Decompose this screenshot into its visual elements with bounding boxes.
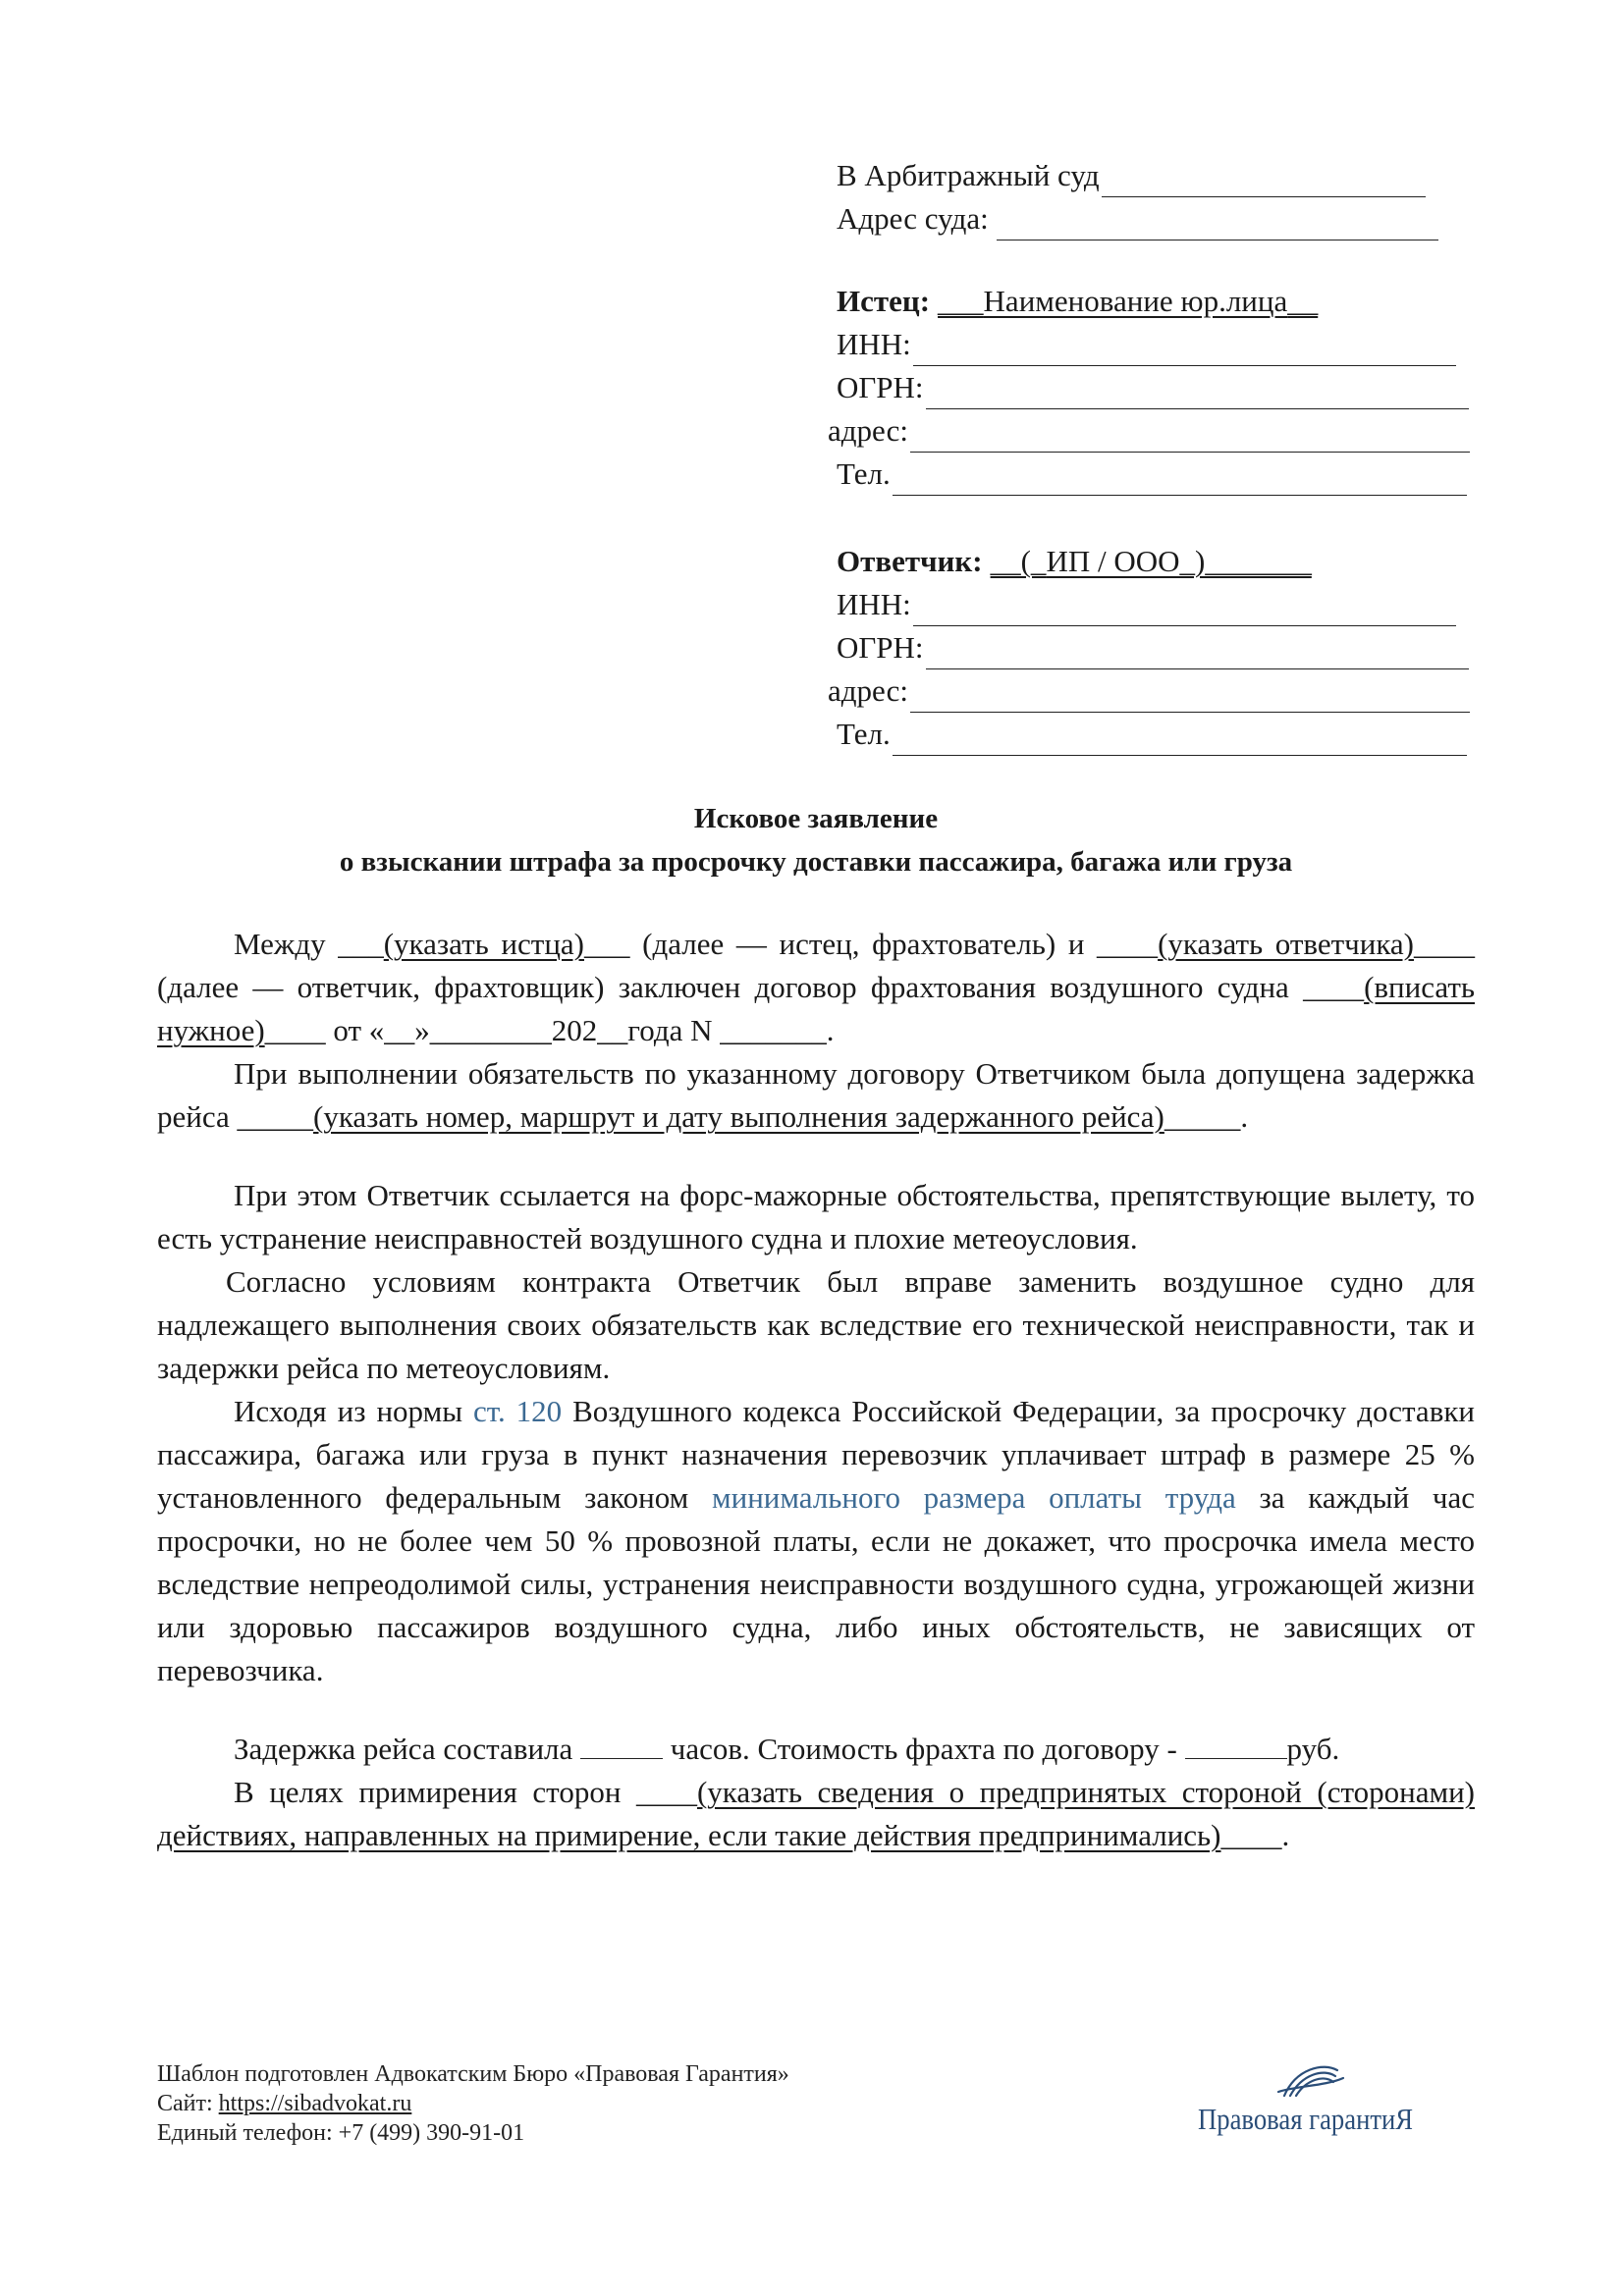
defendant-ogrn-label: ОГРН: [837, 630, 924, 665]
paragraph-settlement: В целях примирения сторон ____(указать сведения о предпринятых стороной (сторонами) действиях, направленных на примирение, если такие действия предпринимались)____. [157, 1775, 1475, 1852]
document-title [157, 797, 1475, 883]
article-120-link[interactable]: ст. 120 [472, 1394, 563, 1428]
plaintiff-phone-line [837, 453, 1475, 496]
plaintiff-ogrn-line [837, 366, 1475, 409]
defendant-inn-line [837, 583, 1475, 626]
plaintiff-placeholder: (указать истца) [383, 927, 584, 961]
court-address-fill [997, 210, 1438, 240]
plaintiff-address-fill [910, 422, 1470, 453]
defendant-inn-label: ИНН: [837, 587, 911, 621]
document-body [157, 923, 1475, 1857]
footer [157, 2059, 789, 2148]
plaintiff-name: ___Наименование юр.лица__ [938, 284, 1319, 318]
logo-text: Правовая гарантиЯ [1198, 2102, 1414, 2136]
logo-swoosh-icon [1198, 2056, 1424, 2106]
defendant-label: Ответчик: [837, 544, 983, 578]
plaintiff-ogrn-label: ОГРН: [837, 370, 924, 404]
defendant-address-label: адрес: [828, 673, 908, 708]
spacer [157, 1692, 1475, 1728]
court-address-line [837, 197, 1475, 240]
title-line-2: о взыскании штрафа за просрочку доставки пассажира, багажа или груза [339, 846, 1293, 878]
hours-blank [580, 1731, 663, 1759]
plaintiff-block [828, 280, 1475, 496]
court-line [837, 154, 1475, 197]
plaintiff-phone-fill [893, 465, 1467, 496]
paragraph-delay-hours: Задержка рейса составила часов. Стоимость фрахта по договору - руб. [234, 1732, 1340, 1766]
plaintiff-inn-label: ИНН: [837, 327, 911, 361]
defendant-line [837, 540, 1475, 583]
plaintiff-address-label: адрес: [828, 413, 908, 448]
defendant-placeholder: (указать ответчика) [1158, 927, 1415, 961]
paragraph-force-majeure: При этом Ответчик ссылается на форс-мажорные обстоятельства, препятствующие вылету, то есть устранение неисправностей воздушного судна и плохие метеоусловия. [157, 1178, 1475, 1255]
defendant-phone-line [837, 713, 1475, 756]
plaintiff-phone-label: Тел. [837, 456, 891, 491]
spacer [157, 1139, 1475, 1174]
defendant-phone-label: Тел. [837, 717, 891, 751]
title-line-1: Исковое заявление [693, 803, 939, 834]
paragraph-contract-terms: Согласно условиям контракта Ответчик был вправе заменить воздушное судно для надлежащего выполнения своих обязательств как вследствие его технической неисправности, так и задержки рейса по метеоусловиям. [157, 1264, 1475, 1385]
site-link[interactable]: https://sibadvokat.ru [218, 2091, 412, 2116]
flight-placeholder: (указать номер, маршрут и дату выполнения задержанного рейса) [313, 1099, 1164, 1134]
defendant-address-fill [910, 682, 1470, 713]
paragraph-contract: Между ___(указать истца)___ (далее — истец, фрахтователь) и ____(указать ответчика)____ (далее — ответчик, фрахтовщик) заключен договор фрахтования воздушного судна ____(вписать нужное)____ от «__»________202__года N _______. [157, 927, 1476, 1047]
company-logo [1198, 2056, 1424, 2145]
court-address-label: Адрес суда: [837, 201, 989, 236]
defendant-ogrn-line [837, 626, 1475, 669]
defendant-ogrn-fill [926, 639, 1469, 669]
defendant-name: __(_ИП / ООО_)_______ [990, 544, 1312, 578]
footer-credit: Шаблон подготовлен Адвокатским Бюро «Правовая Гарантия» [157, 2061, 789, 2087]
defendant-block [828, 540, 1475, 756]
defendant-inn-fill [913, 596, 1456, 626]
plaintiff-address-line [828, 409, 1475, 453]
footer-site: Сайт: https://sibadvokat.ru [157, 2091, 412, 2116]
plaintiff-inn-fill [913, 336, 1456, 366]
court-header [837, 154, 1475, 240]
charter-cost-blank [1185, 1731, 1287, 1759]
plaintiff-line [837, 280, 1475, 323]
court-label: В Арбитражный суд [837, 158, 1100, 192]
defendant-phone-fill [893, 725, 1467, 756]
plaintiff-inn-line [837, 323, 1475, 366]
court-fill [1102, 167, 1426, 197]
footer-phone: Единый телефон: +7 (499) 390-91-01 [157, 2120, 525, 2146]
defendant-address-line [828, 669, 1475, 713]
mrot-link[interactable]: минимального размера оплаты труда [712, 1480, 1236, 1515]
settlement-placeholder: (указать сведения о предпринятых стороной (сторонами) действиях, направленных на примирение, если такие действия предпринимались) [157, 1775, 1475, 1852]
plaintiff-label: Истец: [837, 284, 931, 318]
vessel-placeholder: (вписать нужное) [157, 970, 1475, 1047]
paragraph-legal-basis: Исходя из нормы ст. 120 Воздушного кодекса Российской Федерации, за просрочку доставки пассажира, багажа или груза в пункт назначения перевозчик уплачивает штраф в размере 25 % установленного федеральным законом минимального размера оплаты труда за каждый час просрочки, но не более чем 50 % провозной платы, если не докажет, что просрочка имела место вследствие непреодолимой силы, устранения неисправности воздушного судна, угрожающей жизни или здоровью пассажиров воздушного судна, либо иных обстоятельств, не зависящих от перевозчика. [157, 1394, 1476, 1687]
plaintiff-ogrn-fill [926, 379, 1469, 409]
paragraph-delay: При выполнении обязательств по указанному договору Ответчиком была допущена задержка рейса _____(указать номер, маршрут и дату выполнения задержанного рейса)_____. [157, 1056, 1475, 1134]
